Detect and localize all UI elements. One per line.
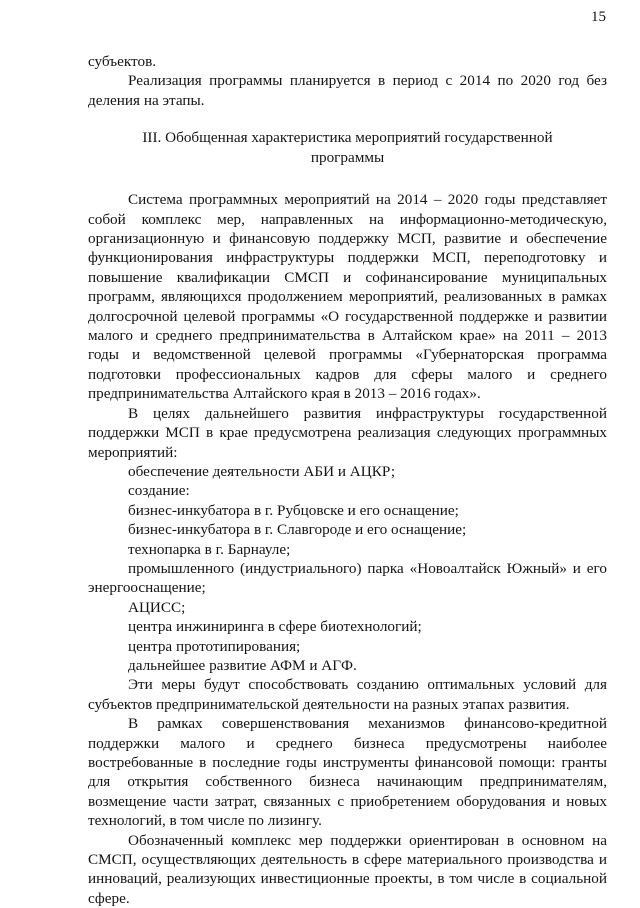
section-heading (88, 128, 607, 168)
list-item: создание: (128, 482, 190, 500)
document-body (88, 52, 607, 908)
section-heading-line: программы (310, 149, 385, 167)
list-item: дальнейшее развитие АФМ и АГФ. (128, 656, 357, 674)
page-number: 15 (591, 9, 606, 25)
section-heading-line: III. Обобщенная характеристика мероприятий государственной (142, 129, 553, 147)
paragraph: субъектов. (88, 53, 157, 70)
paragraph: В рамках совершенствования механизмов финансово-кредитной поддержки малого и среднего бизнеса предусмотрены наиболее востребованные в последние годы инструменты финансовой помощи: гранты для открытия собственного бизнеса начинающим предпринимателям, возмещение части затрат, связанных с приобретением оборудования и новых технологий, в том числе по лизингу. (88, 715, 607, 830)
list-item: центра инжиниринга в сфере биотехнологий; (128, 618, 422, 636)
paragraph: Реализация программы планируется в период с 2014 по 2020 год без деления на этапы. (88, 72, 607, 109)
list-item: обеспечение деятельности АБИ и АЦКР; (128, 462, 396, 480)
paragraph: Эти меры будут способствовать созданию оптимальных условий для субъектов предпринимательской деятельности на разных этапах развития. (88, 676, 607, 713)
list-item: бизнес-инкубатора в г. Рубцовске и его оснащение; (128, 501, 459, 519)
paragraph: Система программных мероприятий на 2014 – 2020 годы представляет собой комплекс мер, направленных на информационно-методическую, организационную и финансовую поддержку МСП, развитие и обеспечение функционирования инфраструктуры поддержки МСП, переподготовку и повышение квалификации СМСП и софинансирование муниципальных программ, являющихся продолжением мероприятий, реализованных в рамках долгосрочной целевой программы «О государственной поддержке и развитии малого и среднего предпринимательства в Алтайском крае» на 2011 – 2013 годы и ведомственной целевой программы «Губернаторская программа подготовки профессиональных кадров для сферы малого и среднего предпринимательства Алтайского края в 2013 – 2016 годах». (88, 191, 607, 403)
list-item: центра прототипирования; (128, 637, 301, 655)
list-item: АЦИСС; (128, 598, 186, 616)
list-item: промышленного (индустриального) парка «Новоалтайск Южный» и его энергооснащение; (88, 559, 607, 597)
paragraph: В целях дальнейшего развития инфраструктуры государственной поддержки МСП в крае предусмотрена реализация следующих программных мероприятий: (88, 404, 607, 461)
list-item: бизнес-инкубатора в г. Славгороде и его оснащение; (128, 521, 467, 539)
list-item: технопарка в г. Барнауле; (128, 540, 291, 558)
paragraph: Обозначенный комплекс мер поддержки ориентирован в основном на СМСП, осуществляющих деятельность в сфере материального производства и инноваций, реализующих инвестиционные проекты, в том числе в социальной сфере. (88, 831, 607, 907)
